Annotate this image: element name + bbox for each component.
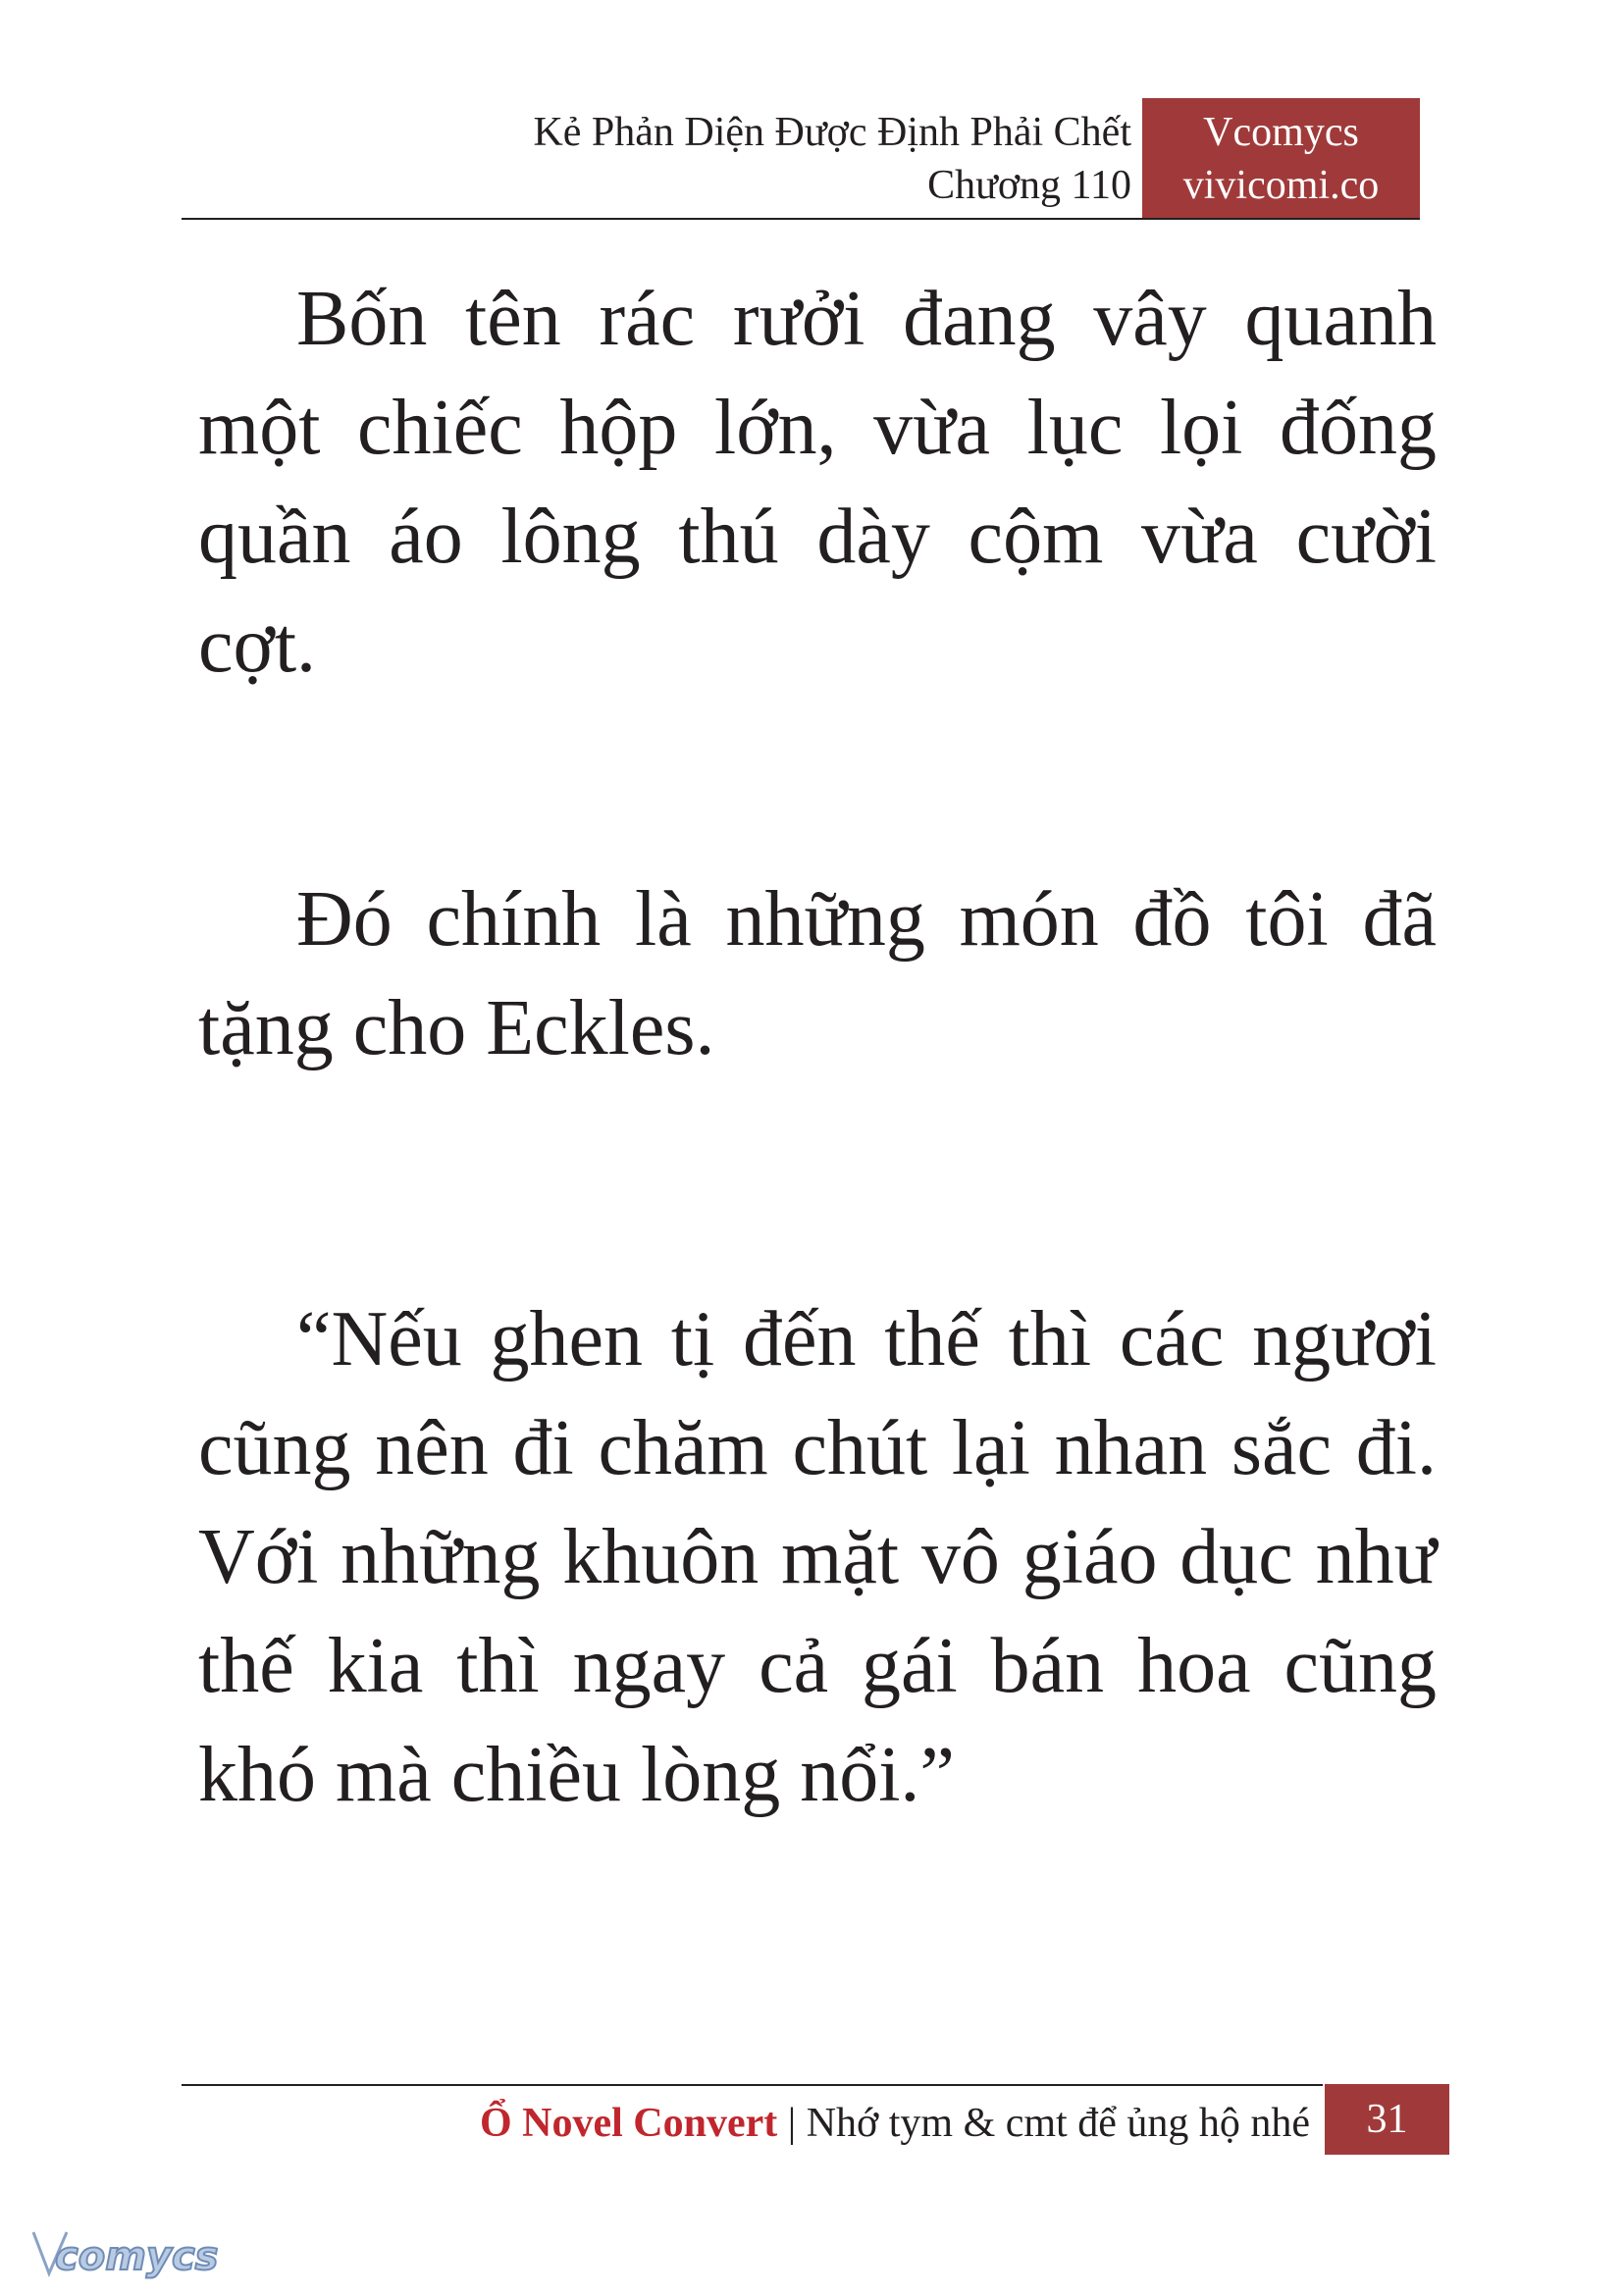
book-title: Kẻ Phản Diện Được Định Phải Chết xyxy=(533,110,1131,155)
footer-divider xyxy=(182,2084,1323,2086)
brand-site: vivicomi.co xyxy=(1182,163,1380,208)
header-divider xyxy=(182,218,1420,220)
watermark-text: comycs xyxy=(55,2234,219,2279)
footer-separator: | xyxy=(787,2101,797,2146)
chapter-label: Chương 110 xyxy=(927,163,1131,208)
paragraph-1: Bốn tên rác rưởi đang vây quanh một chiếc hộp lớn, vừa lục lọi đống quần áo lông thú dày cộm vừa cười cợt. xyxy=(198,276,1437,689)
footer-note xyxy=(480,2096,1310,2151)
brand-box xyxy=(1142,98,1420,219)
paragraph-2: Đó chính là những món đồ tôi đã tặng cho Eckles. xyxy=(198,876,1437,1071)
page-body xyxy=(198,265,1437,1830)
paragraph-3: “Nếu ghen tị đến thế thì các ngươi cũng nên đi chăm chút lại nhan sắc đi. Với những khuôn mặt vô giáo dục như thế kia thì ngay cả gái bán hoa cũng khó mà chiều lòng nổi.” xyxy=(198,1296,1437,1818)
vcomycs-watermark-logo xyxy=(27,2222,253,2283)
running-header xyxy=(533,106,1131,212)
footer-brand: Ổ Novel Convert xyxy=(479,2101,778,2146)
footer-message: Nhớ tym & cmt để ủng hộ nhé xyxy=(806,2101,1310,2146)
brand-name: Vcomycs xyxy=(1203,110,1359,155)
page-number: 31 xyxy=(1325,2084,1449,2155)
